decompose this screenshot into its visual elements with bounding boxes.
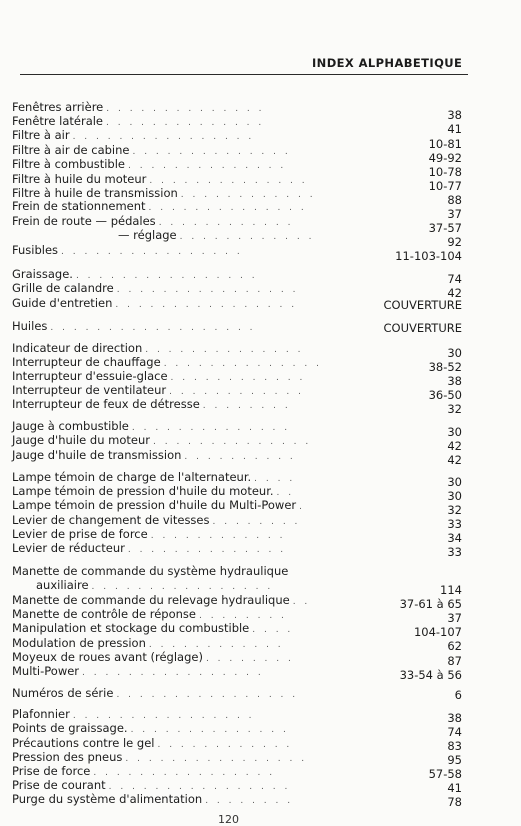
dot-leader: . . . . . . . . [198,611,287,621]
dot-leader: . . . . . . . . . . . . [158,218,294,228]
page-reference: 30 [447,475,462,489]
page-reference: 37 [447,207,462,221]
index-entry-label: Filtre à air de cabine [12,143,130,157]
index-entry [36,578,273,592]
page-reference: 88 [447,193,462,207]
dot-leader: . . . . . . . . . . . . . . . . [82,668,264,678]
page-reference: 36-50 [428,388,462,402]
index-entry-label: Interrupteur de chauffage [12,355,161,369]
dot-leader: . . . . . . . . . . . . . . . . [61,247,243,257]
dot-leader: . . . . [252,625,294,635]
page-reference: 41 [447,781,462,795]
index-entry-label: Filtre à huile du moteur [12,172,147,186]
dot-leader: . . . . . . . . . . . . [179,232,315,242]
index-entry-label: Levier de changement de vitesses [12,513,210,527]
index-entry [12,281,298,295]
index-entry [12,541,286,555]
index-entry-label: Prise de courant [12,778,106,792]
index-entry-label: Interrupteur d'essuie-glace [12,369,168,383]
dot-leader: . . . . . . . . . . . . . . . . [72,132,255,142]
index-entry [12,621,293,635]
index-entry-label: Lampe témoin de pression d'huile du moteur. [12,484,274,498]
page-reference: COUVERTURE [383,321,462,335]
page-reference: 37 [447,611,462,625]
page-reference: 33 [447,517,462,531]
index-entry [12,527,286,541]
index-entry-label: Pression des pneus [12,750,123,764]
index-entry [12,369,305,383]
dot-leader: . . . . . . . . . . . . . . [132,147,291,157]
index-entry-label: Fusibles [12,243,59,257]
index-entry-label: Fenêtres arrière [12,100,104,114]
index-entry-label: Jauge d'huile de transmission [12,448,182,462]
page-reference: 32 [447,402,462,416]
index-entry [12,199,307,213]
page-reference: 74 [447,272,462,286]
index-entry-label: Filtre à air [12,128,70,142]
index-entry-label: Manette de contrôle de réponse [12,607,196,621]
page-reference: 38-52 [428,360,462,374]
dot-leader: . [299,502,305,512]
index-entry-label: auxiliaire [36,578,89,592]
page-reference: COUVERTURE [383,298,462,312]
index-entry [12,128,254,142]
index-entry-label: Prise de force [12,764,91,778]
index-entry [12,419,290,433]
index-entry-label: Frein de route — pédales [12,214,156,228]
index-entry-label: Moyeux de roues avant (réglage) [12,650,203,664]
index-entry-label: Graissage. [12,267,73,281]
dot-leader: . . . . . . . . [212,517,301,527]
index-entry [12,593,310,607]
dot-leader: . . . . . . . . . . . . . . . . . . [50,323,256,333]
page-number: 120 [218,813,239,826]
index-entry [12,484,294,498]
index-entry [12,341,303,355]
page-reference: 41 [447,122,462,136]
index-entry-label: Interrupteur de feux de détresse [12,397,200,411]
index-entry [12,736,292,750]
index-entry [12,707,255,721]
page-reference: 87 [447,654,462,668]
index-entry [12,513,300,527]
index-entry-label: Frein de stationnement [12,199,146,213]
index-entry [12,172,308,186]
index-entry-label: Huiles [12,319,48,333]
dot-leader: . . . . . . . . . . . . [157,740,293,750]
index-entry-label: Points de graissage. [12,721,128,735]
dot-leader: . . . . . . . . . . . . . . [163,359,322,369]
index-entry [12,243,243,257]
dot-leader: . . . . [254,474,296,484]
page-reference: 42 [447,439,462,453]
index-entry [12,267,258,281]
dot-leader: . . . . . . . . [205,654,294,664]
page-reference: 49-92 [428,151,462,165]
index-entry [12,186,316,200]
dot-leader: . . . . . . . . . . [184,452,296,462]
dot-leader: . . . . . . . . . . . . . . [106,118,265,128]
page-reference: 83 [447,739,462,753]
index-entry [12,564,288,578]
index-entry [12,721,289,735]
index-entry [12,607,287,621]
index-entry-label: Interrupteur de ventilateur [12,383,167,397]
index-entry [12,433,311,447]
index-entry-label: Manette de commande du relevage hydraulique [12,593,290,607]
dot-leader: . . . . . . . . . . . . . . . . [116,690,299,700]
page-reference: 57-58 [428,767,462,781]
page-reference: 42 [447,286,462,300]
index-entry-label: Levier de prise de force [12,527,148,541]
index-entry-label: Multi-Power [12,664,80,678]
dot-leader: . . . . . . . . . . . . . . [131,423,291,433]
page-reference: 10-81 [428,137,462,151]
page-reference: 38 [447,374,462,388]
index-entry [12,100,265,114]
page-reference: 38 [447,108,462,122]
index-entry [12,214,294,228]
dot-leader: . . . . . . . . . . . . [148,640,284,650]
page-reference: 104-107 [413,625,462,639]
index-entry [12,157,286,171]
dot-leader: . . . . . . . . . . . . . . . . [72,711,255,721]
index-entry-label: Précautions contre le gel [12,736,155,750]
dot-leader: . . . . . . . . . . . . . . . . [93,768,276,778]
index-entry [12,319,256,333]
dot-leader: . . [276,488,295,498]
index-entry [12,764,275,778]
index-entry-label: — réglage [118,228,177,242]
index-entry-label: Manipulation et stockage du combustible [12,621,250,635]
index-entry [12,397,291,411]
dot-leader: . . . . . . . . . . . . . . [148,203,307,213]
index-entry-label: Jauge d'huile du moteur [12,433,150,447]
index-entry [12,470,295,484]
dot-leader: . . . . . . . . . . . . . . [145,345,304,355]
dot-leader: . . . . . . . . . . . . . . . . [116,285,299,295]
index-entry-label: Filtre à huile de transmission [12,186,178,200]
index-entry-label: Jauge à combustible [12,419,129,433]
index-entry-label: Levier de réducteur [12,541,125,555]
dot-leader: . . [292,597,311,607]
page-reference: 92 [447,235,462,249]
index-entry [12,686,298,700]
index-entry [12,448,296,462]
index-entry [12,650,294,664]
index-entry-label: Guide d'entretien [12,296,113,310]
index-entry-label: Numéros de série [12,686,114,700]
dot-leader: . . . . . . . . . . . . . . . . [125,754,308,764]
page-reference: 37-57 [428,221,462,235]
index-entry-label: Plafonnier [12,707,70,721]
index-entry-label: Lampe témoin de charge de l'alternateur. [12,470,252,484]
index-entry [12,664,264,678]
page-reference: 11-103-104 [395,249,462,263]
index-entry [12,143,291,157]
index-entry [12,636,284,650]
page-reference: 114 [440,583,462,597]
dot-leader: . . . . . . . . . . . . . . . . [115,300,298,310]
index-entry-label: Filtre à combustible [12,157,126,171]
index-entry [12,750,307,764]
dot-leader: . . . . . . . . . . . . . . . . [75,271,258,281]
dot-leader: . . . . . . . . . . . . . . . . [108,782,291,792]
index-entry [12,114,264,128]
index-entry [12,792,293,806]
page-reference: 78 [447,795,462,809]
dot-leader: . . . . . . . . . . . . . . [127,545,287,555]
index-entry-label: Modulation de pression [12,636,146,650]
dot-leader: . . . . . . . . . . . . . . [153,437,312,447]
page-reference: 34 [447,531,462,545]
page-reference: 32 [447,503,462,517]
page-reference: 37-61 à 65 [399,597,462,611]
page-reference: 33-54 à 56 [399,668,462,682]
dot-leader: . . . . . . . . . . . . [169,387,304,397]
page-reference: 62 [447,639,462,653]
page-header-title: INDEX ALPHABETIQUE [312,56,463,70]
page-reference: 30 [447,346,462,360]
page-reference: 30 [447,425,462,439]
index-entry-label: Manette de commande du système hydraulique [12,564,289,578]
page-reference: 74 [447,725,462,739]
dot-leader: . . . . . . . . . . . . . . [128,161,287,171]
dot-leader: . . . . . . . . . . . . . . . . [91,582,274,592]
page-reference: 10-77 [428,179,462,193]
page-reference: 42 [447,453,462,467]
index-entry-label: Indicateur de direction [12,341,143,355]
index-entry [118,228,314,242]
dot-leader: . . . . . . . . [202,401,291,411]
index-entry [12,296,297,310]
dot-leader: . . . . . . . . . . . . . . [130,725,289,735]
dot-leader: . . . . . . . . [205,796,294,806]
index-entry [12,778,290,792]
index-entry-label: Fenêtre latérale [12,114,104,128]
dot-leader: . . . . . . . . . . . . . . [106,104,265,114]
index-entry-label: Purge du système d'alimentation [12,792,203,806]
dot-leader: . . . . . . . . . . . . [180,190,316,200]
dot-leader: . . . . . . . . . . . . . . [149,176,308,186]
page-reference: 33 [447,545,462,559]
page-reference: 10-78 [428,165,462,179]
index-entry [12,383,304,397]
page-reference: 6 [454,688,462,702]
page-reference: 95 [447,753,462,767]
dot-leader: . . . . . . . . . . . . [150,531,286,541]
page-reference: 38 [447,711,462,725]
index-entry [12,498,305,512]
index-entry-label: Grille de calandre [12,281,114,295]
index-entry-label: Lampe témoin de pression d'huile du Multi-Power [12,498,297,512]
index-entry [12,355,322,369]
page-reference: 30 [447,489,462,503]
dot-leader: . . . . . . . . . . . . [170,373,306,383]
